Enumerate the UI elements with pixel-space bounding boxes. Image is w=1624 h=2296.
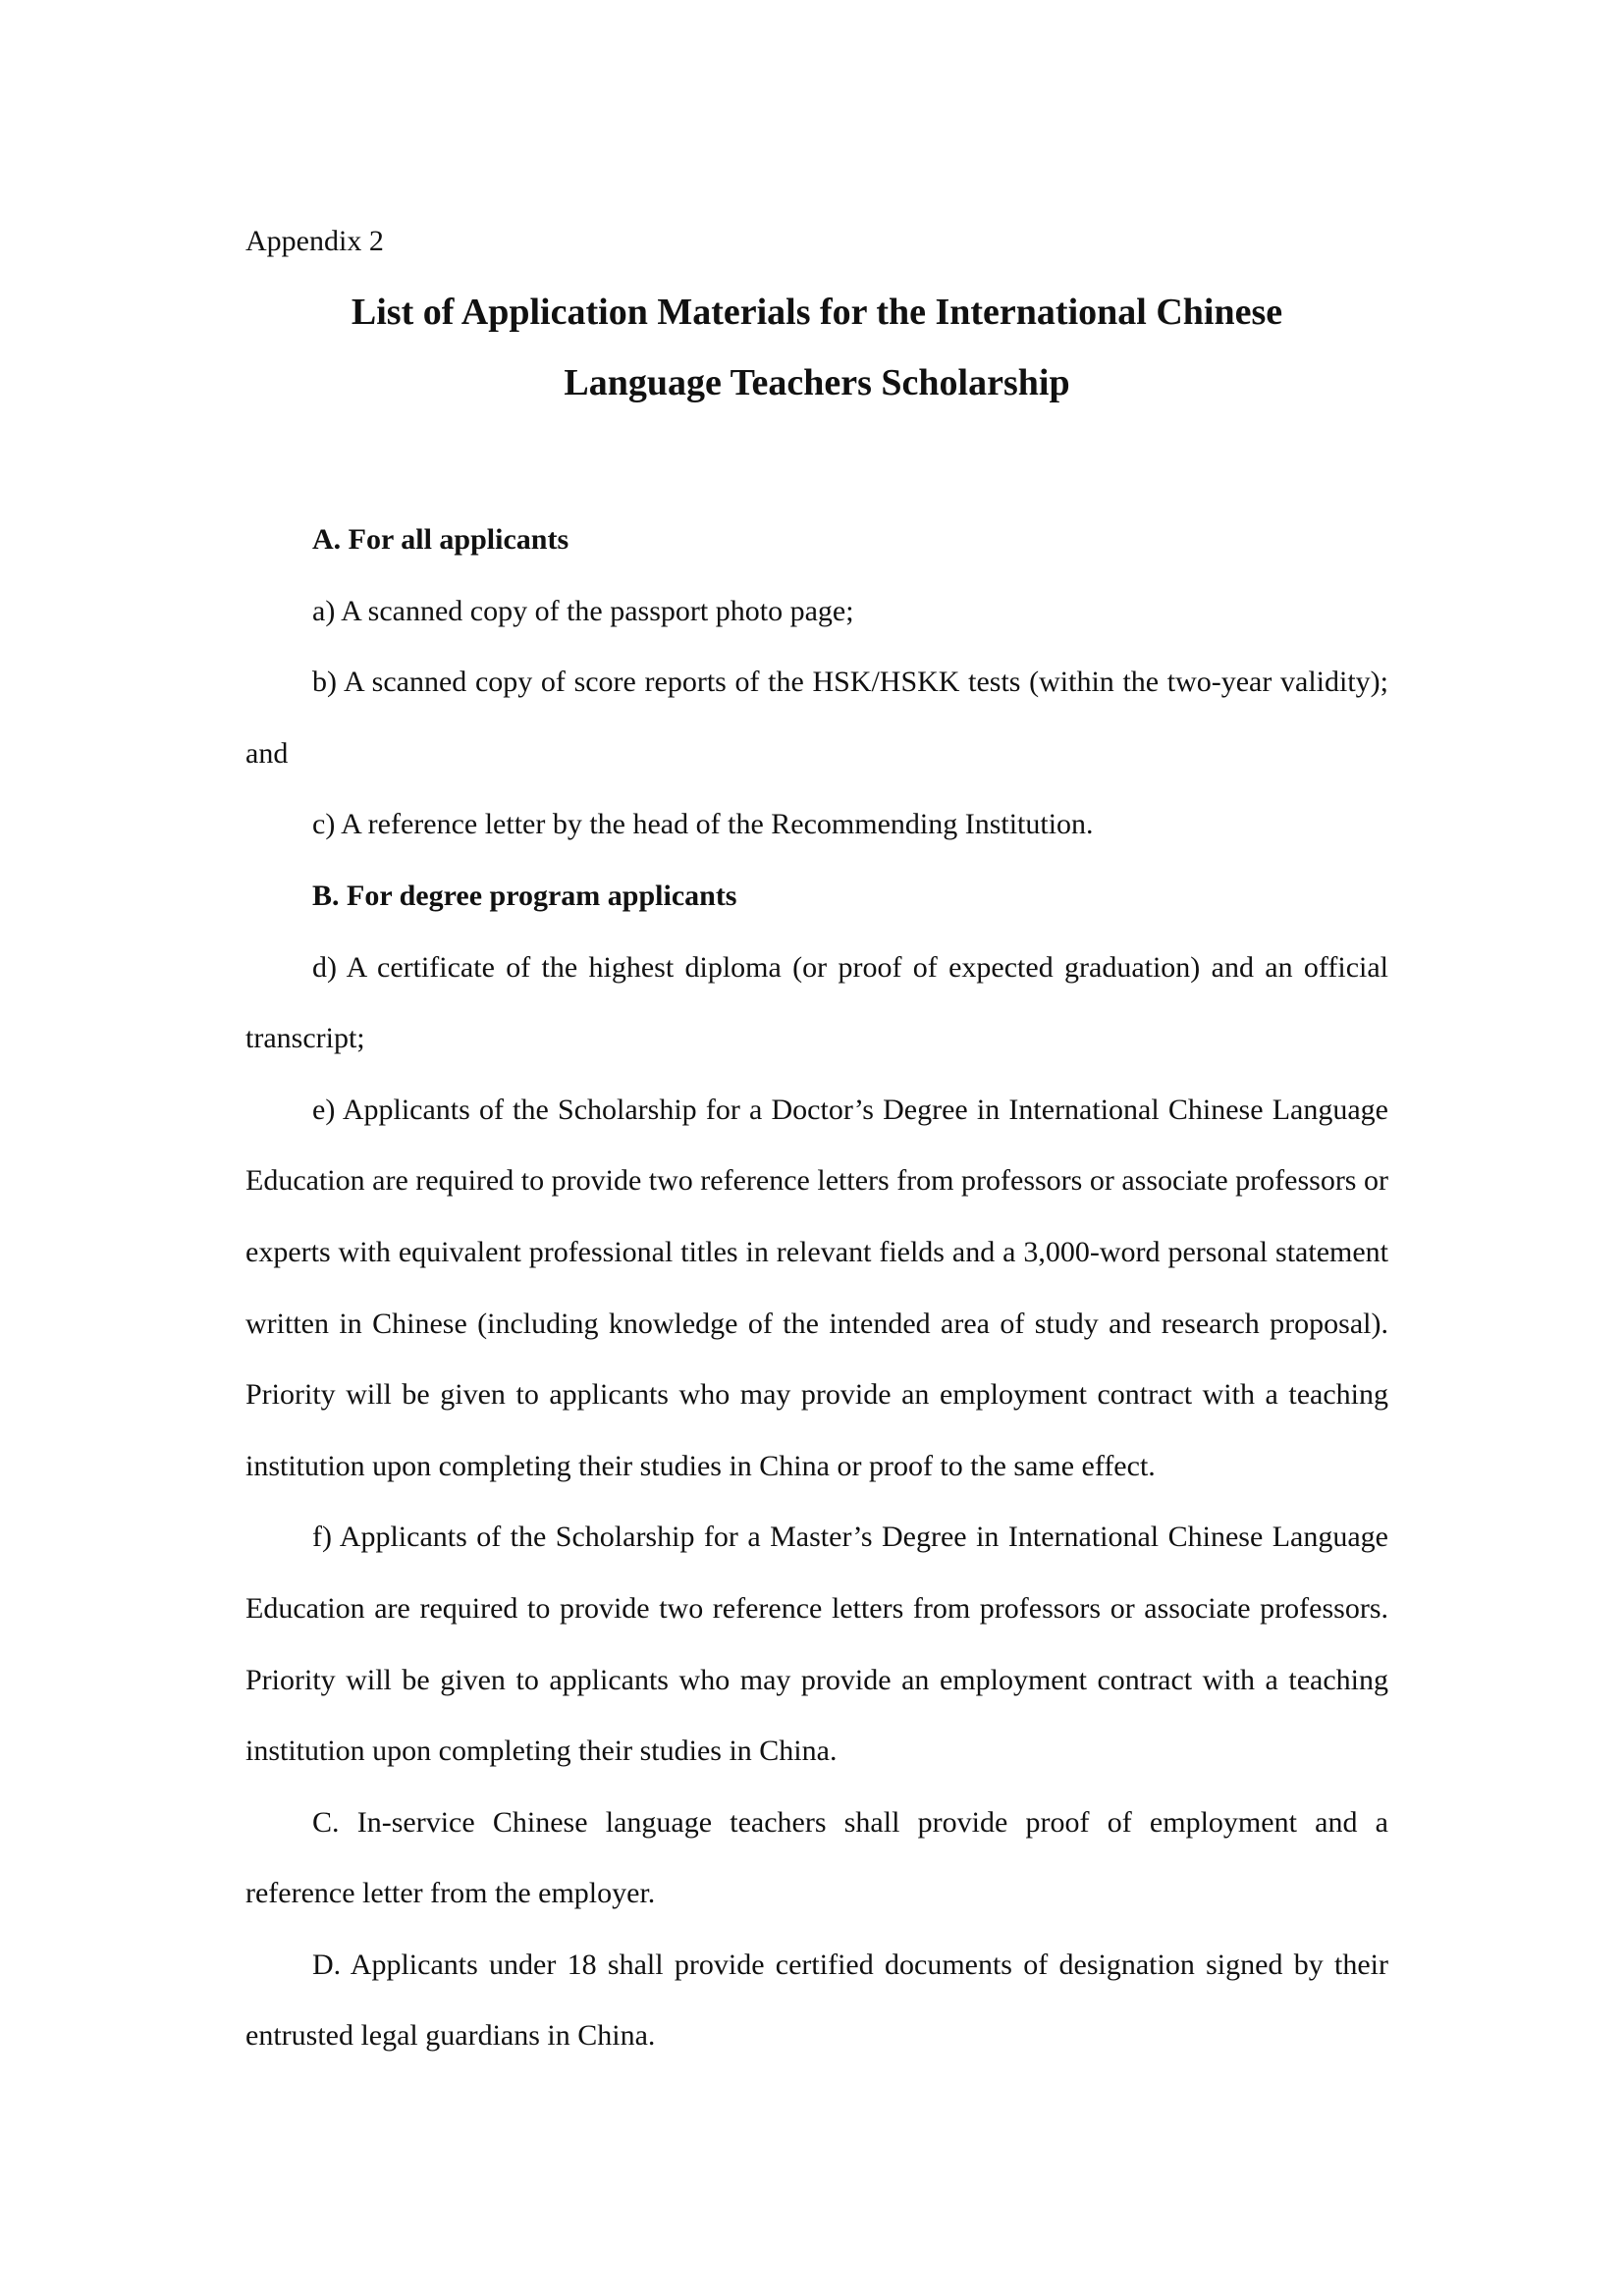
section-a-heading: A. For all applicants <box>312 523 569 556</box>
section-d-paragraph: D. Applicants under 18 shall provide certified documents of designation signed by their entrusted legal guardians in China. <box>245 1948 1388 2053</box>
document-body <box>245 505 1388 2072</box>
appendix-label: Appendix 2 <box>245 225 384 257</box>
title-line-2: Language Teachers Scholarship <box>564 362 1070 403</box>
document-title <box>245 277 1388 418</box>
item-e: e) Applicants of the Scholarship for a Doctor’s Degree in International Chinese Language Education are required to provide two reference letters from professors or associate professors or experts with equivalent professional titles in relevant fields and a 3,000-word personal statement written in Chinese (including knowledge of the intended area of study and research proposal). Priority will be given to applicants who may provide an employment contract with a teaching institution upon completing their studies in China or proof to the same effect. <box>245 1093 1388 1482</box>
section-c-paragraph: C. In-service Chinese language teachers shall provide proof of employment and a reference letter from the employer. <box>245 1805 1388 1910</box>
page-content <box>245 218 1388 2072</box>
section-b-heading: B. For degree program applicants <box>312 879 737 912</box>
title-line-1: List of Application Materials for the International Chinese <box>351 292 1283 333</box>
item-c: c) A reference letter by the head of the Recommending Institution. <box>312 808 1094 841</box>
item-a: a) A scanned copy of the passport photo page; <box>312 594 854 627</box>
item-d: d) A certificate of the highest diploma (or proof of expected graduation) and an official transcript; <box>245 950 1388 1055</box>
item-b: b) A scanned copy of score reports of the HSK/HSKK tests (within the two-year validity); and <box>245 666 1388 770</box>
item-f: f) Applicants of the Scholarship for a Master’s Degree in International Chinese Language Education are required to provide two reference letters from professors or associate professors. Priority will be given to applicants who may provide an employment contract with a teaching institution upon completing their studies in China. <box>245 1521 1388 1768</box>
